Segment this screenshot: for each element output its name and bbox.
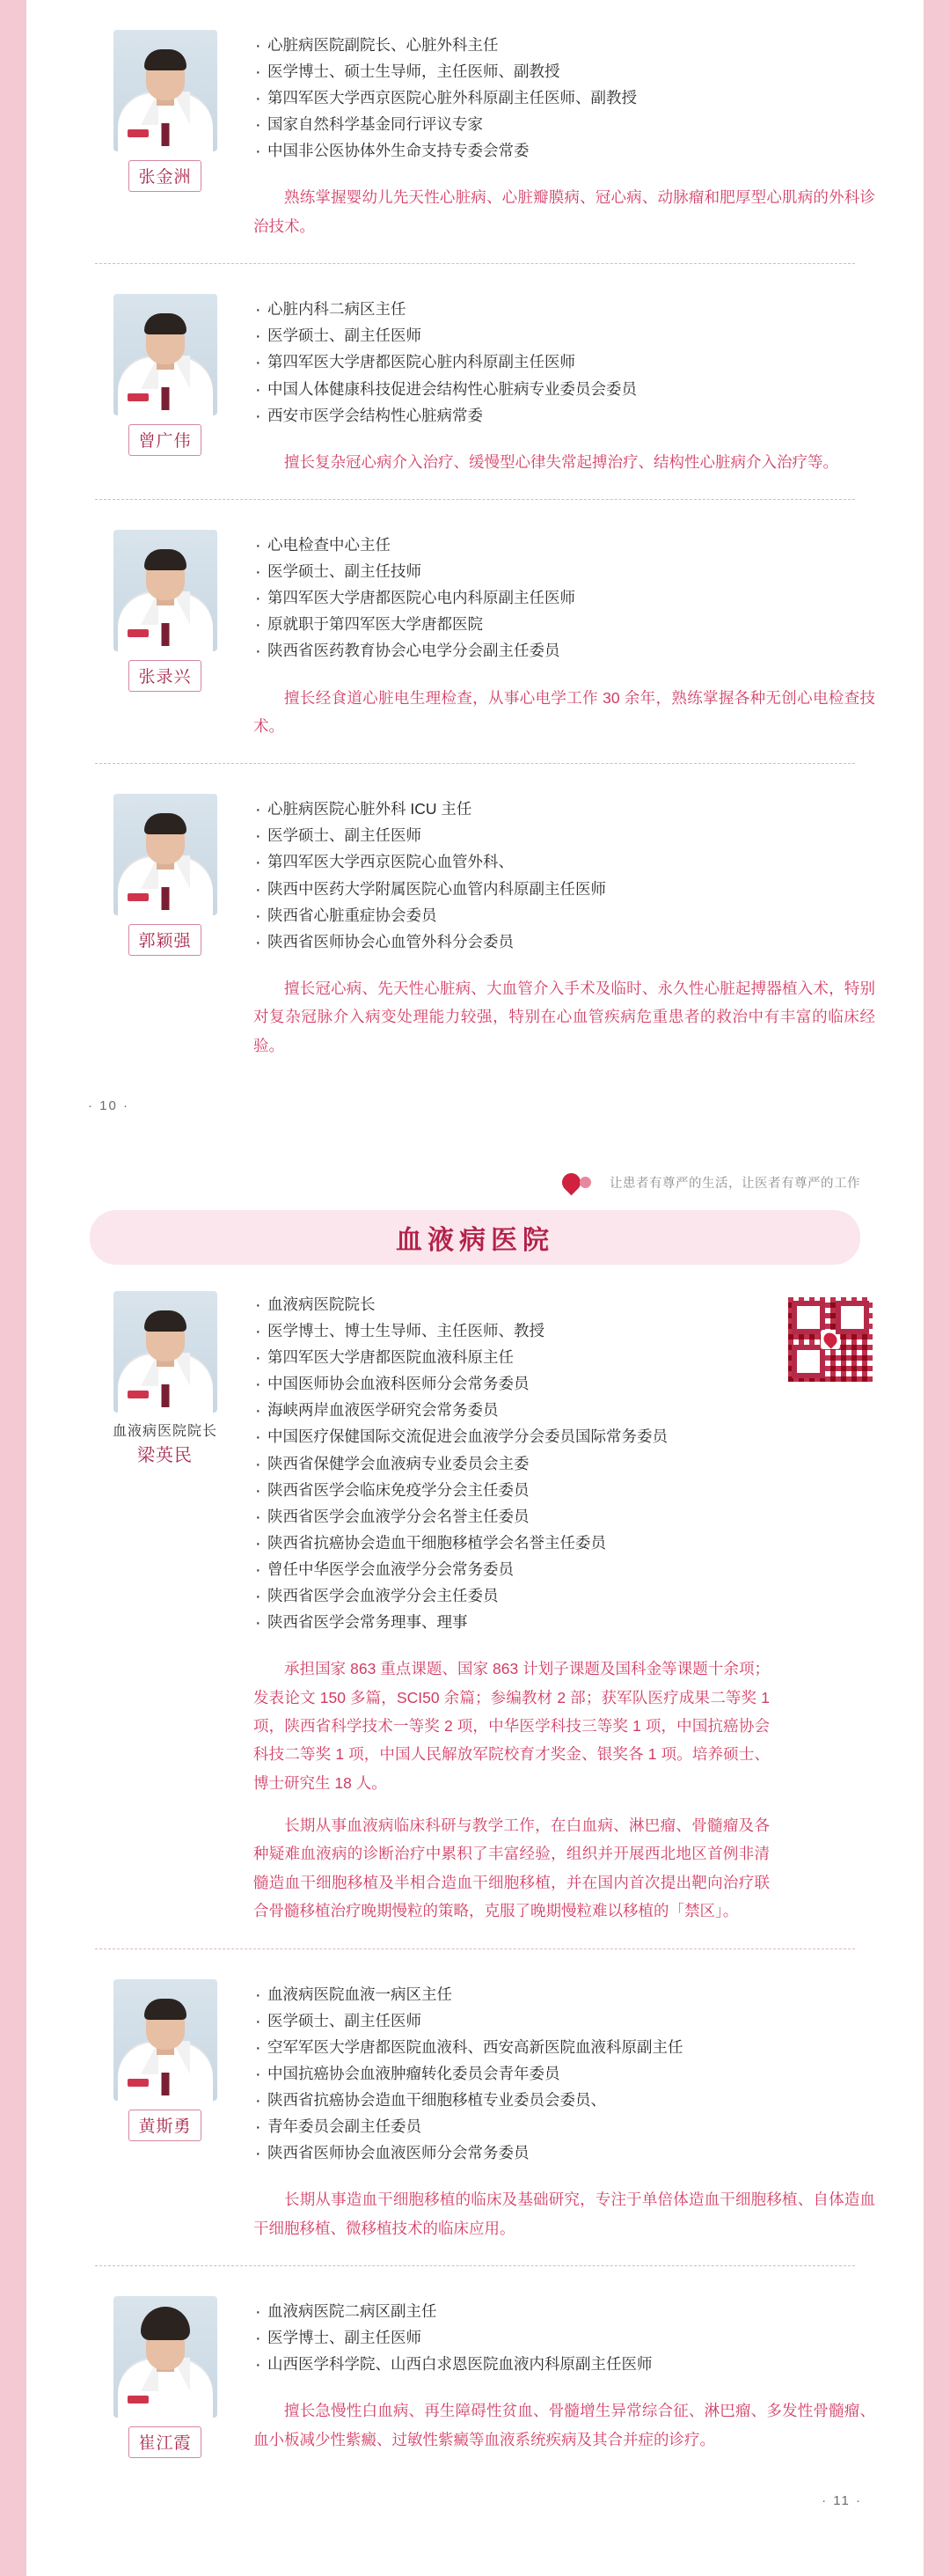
credential-item: · 中国人体健康科技促进会结构性心脏病专业委员会委员 xyxy=(253,376,875,402)
page-edge-left xyxy=(0,0,26,2576)
doctor-portrait xyxy=(113,30,217,151)
qr-code[interactable] xyxy=(786,1295,875,1384)
hospital-logo-icon xyxy=(128,2396,149,2404)
director-photo-column xyxy=(92,1291,238,1469)
credential-item: · 陕西中医药大学附属医院心血管内科原副主任医师 xyxy=(253,876,875,902)
credential-item: · 第四军医大学西京医院心脏外科原副主任医师、副教授 xyxy=(253,84,875,111)
credential-item: · 第四军医大学唐都医院血液科原主任 xyxy=(253,1344,770,1370)
credential-item: · 医学硕士、副主任医师 xyxy=(253,2007,875,2034)
credential-list xyxy=(253,296,875,428)
credential-item: · 心脏病医院心脏外科 ICU 主任 xyxy=(253,796,875,822)
credential-item: · 陕西省医学会常务理事、理事 xyxy=(253,1609,770,1635)
credential-item: · 空军军医大学唐都医院血液科、西安高新医院血液科原副主任 xyxy=(253,2034,875,2060)
hospital-logo-icon xyxy=(128,393,149,401)
hospital-logo-icon xyxy=(128,129,149,137)
director-paragraph: 承担国家 863 重点课题、国家 863 计划子课题及国科金等课题十余项；发表论文 150 多篇，SCI50 余篇；参编教材 2 部；获军队医疗成果二等奖 1 项，陕西省科学技术一等奖 2 项，中华医学科技三等奖 1 项，中国抗癌协会科技二等奖 1 项，中国人民解放军院校育才奖金、银奖各 1 项。培养硕士、博士研究生 18 人。 xyxy=(253,1660,770,1792)
doctor-specialty: 熟练掌握婴幼儿先天性心脏病、心脏瓣膜病、冠心病、动脉瘤和肥厚型心肌病的外科诊治技术。 xyxy=(253,188,875,235)
credential-item: · 原就职于第四军医大学唐都医院 xyxy=(253,611,875,637)
credential-item: · 血液病医院二病区副主任 xyxy=(253,2298,875,2324)
page-edge-right xyxy=(924,0,950,2576)
credential-item: · 陕西省保健学会血液病专业委员会主委 xyxy=(253,1450,770,1477)
doctor-portrait xyxy=(113,530,217,651)
doctor-name: 曾广伟 xyxy=(128,424,201,456)
credential-item: · 中国非公医协体外生命支持专委会常委 xyxy=(253,137,875,164)
credential-item: · 陕西省医学会血液学分会主任委员 xyxy=(253,1582,770,1609)
doctor-details xyxy=(238,294,875,476)
credential-item: · 医学博士、博士生导师、主任医师、教授 xyxy=(253,1317,770,1344)
doctor-photo-column xyxy=(92,530,238,692)
director-paragraph: 长期从事血液病临床科研与教学工作，在白血病、淋巴瘤、骨髓瘤及各种疑难血液病的诊断治疗中累积了丰富经验，组织并开展西北地区首例非清髓造血干细胞移植及半相合造血干细胞移植，并在国内首次提出靶向治疗联合骨髓移植治疗晚期慢粒的策略，克服了晚期慢粒难以移植的「禁区」。 xyxy=(253,1816,770,1920)
doctor-specialty: 长期从事造血干细胞移植的临床及基础研究，专注于单倍体造血干细胞移植、自体造血干细胞移植、微移植技术的临床应用。 xyxy=(253,2191,875,2237)
doctor-photo-column xyxy=(92,794,238,956)
credential-item: · 心电检查中心主任 xyxy=(253,532,875,558)
doctor-entry xyxy=(26,0,924,263)
credential-item: · 第四军医大学西京医院心血管外科、 xyxy=(253,848,875,875)
director-entry xyxy=(26,1265,924,1949)
credential-item: · 中国医疗保健国际交流促进会血液学分会委员国际常务委员 xyxy=(253,1423,770,1449)
credential-item: · 青年委员会副主任委员 xyxy=(253,2113,875,2139)
section-title: 血液病医院 xyxy=(396,1225,554,1255)
credential-list xyxy=(253,2298,875,2377)
doctor-entry xyxy=(26,764,924,1083)
credential-item: · 陕西省医学会血液学分会名誉主任委员 xyxy=(253,1503,770,1530)
doctor-photo-column xyxy=(92,294,238,456)
doctor-entry xyxy=(26,500,924,763)
page-number-right: · 11 · xyxy=(822,2492,862,2508)
brand-header xyxy=(26,1152,924,1194)
credential-list xyxy=(253,1291,770,1635)
doctor-photo-column xyxy=(92,2296,238,2458)
doctor-specialty: 擅长经食道心脏电生理检查，从事心电学工作 30 余年，熟练掌握各种无创心电检查技术。 xyxy=(253,688,875,735)
credential-item: · 曾任中华医学会血液学分会常务委员 xyxy=(253,1556,770,1582)
credential-item: · 陕西省医药教育协会心电学分会副主任委员 xyxy=(253,637,875,664)
credential-item: · 心脏病医院副院长、心脏外科主任 xyxy=(253,32,875,58)
doctor-specialty: 擅长复杂冠心病介入治疗、缓慢型心律失常起搏治疗、结构性心脏病介入治疗等。 xyxy=(284,452,838,471)
doctor-details xyxy=(238,530,875,740)
credential-item: · 西安市医学会结构性心脏病常委 xyxy=(253,402,875,429)
credential-item: · 陕西省心脏重症协会委员 xyxy=(253,902,875,928)
credential-item: · 血液病医院院长 xyxy=(253,1291,770,1317)
credential-item: · 陕西省抗癌协会造血干细胞移植专业委员会委员、 xyxy=(253,2087,875,2113)
credential-item: · 陕西省抗癌协会造血干细胞移植学会名誉主任委员 xyxy=(253,1530,770,1556)
doctor-photo-column xyxy=(92,1979,238,2141)
credential-item: · 医学博士、副主任医师 xyxy=(253,2324,875,2351)
doctor-entry xyxy=(26,264,924,499)
doctor-name: 张录兴 xyxy=(128,660,201,692)
credential-item: · 中国抗癌协会血液肿瘤转化委员会青年委员 xyxy=(253,2060,875,2087)
doctor-entry xyxy=(26,2266,924,2481)
credential-item: · 陕西省医学会临床免疫学分会主任委员 xyxy=(253,1477,770,1503)
doctor-entry xyxy=(26,1949,924,2265)
section-title-banner xyxy=(90,1210,860,1265)
doctor-portrait xyxy=(113,2296,217,2418)
doctor-name: 张金洲 xyxy=(128,160,201,192)
doctor-details xyxy=(238,1979,875,2242)
credential-item: · 心脏内科二病区主任 xyxy=(253,296,875,322)
doctor-name: 郭颖强 xyxy=(128,924,201,956)
doctor-photo-column xyxy=(92,30,238,192)
credential-item: · 医学硕士、副主任医师 xyxy=(253,322,875,349)
director-portrait xyxy=(113,1291,217,1413)
credential-item: · 血液病医院血液一病区主任 xyxy=(253,1981,875,2007)
director-role: 血液病医院院长 xyxy=(112,1423,217,1439)
hospital-logo-icon xyxy=(128,2079,149,2087)
credential-item: · 山西医学科学院、山西白求恩医院血液内科原副主任医师 xyxy=(253,2351,875,2377)
page-content xyxy=(26,0,924,2508)
credential-item: · 陕西省医师协会心血管外科分会委员 xyxy=(253,928,875,955)
doctor-details xyxy=(238,794,875,1060)
credential-list xyxy=(253,1981,875,2167)
doctor-portrait xyxy=(113,294,217,415)
director-details xyxy=(238,1291,875,1926)
doctor-name: 黄斯勇 xyxy=(128,2110,201,2141)
credential-list xyxy=(253,532,875,664)
doctor-name: 崔江霞 xyxy=(128,2426,201,2458)
credential-item: · 医学博士、硕士生导师，主任医师、副教授 xyxy=(253,58,875,84)
blood-drop-icon xyxy=(562,1171,601,1194)
credential-list xyxy=(253,32,875,164)
page-break xyxy=(26,1113,924,1152)
doctor-details xyxy=(238,2296,875,2454)
page-number-left: · 10 · xyxy=(88,1097,130,1113)
director-name: 梁英民 xyxy=(136,1445,193,1465)
credential-item: · 医学硕士、副主任技师 xyxy=(253,558,875,584)
doctor-specialty: 擅长冠心病、先天性心脏病、大血管介入手术及临时、永久性心脏起搏器植入术，特别对复杂冠脉介入病变处理能力较强，特别在心血管疾病危重患者的救治中有丰富的临床经验。 xyxy=(253,979,875,1054)
credential-item: · 陕西省医师协会血液医师分会常务委员 xyxy=(253,2139,875,2166)
doctor-portrait xyxy=(113,794,217,915)
brand-slogan: 让患者有尊严的生活，让医者有尊严的工作 xyxy=(610,1177,860,1192)
hospital-logo-icon xyxy=(128,1391,149,1398)
credential-item: · 医学硕士、副主任医师 xyxy=(253,822,875,848)
doctor-specialty: 擅长急慢性白血病、再生障碍性贫血、骨髓增生异常综合征、淋巴瘤、多发性骨髓瘤、血小板减少性紫癜、过敏性紫癜等血液系统疾病及其合并症的诊疗。 xyxy=(253,2402,875,2448)
hospital-logo-icon xyxy=(128,893,149,901)
credential-item: · 海峡两岸血液医学研究会常务委员 xyxy=(253,1397,770,1423)
hospital-logo-icon xyxy=(128,629,149,637)
credential-list xyxy=(253,796,875,955)
doctor-details xyxy=(238,30,875,240)
director-name-block xyxy=(113,1421,217,1469)
credential-item: · 中国医师协会血液科医师分会常务委员 xyxy=(253,1370,770,1397)
doctor-portrait xyxy=(113,1979,217,2101)
credential-item: · 国家自然科学基金同行评议专家 xyxy=(253,111,875,137)
credential-item: · 第四军医大学唐都医院心脏内科原副主任医师 xyxy=(253,349,875,375)
credential-item: · 第四军医大学唐都医院心电内科原副主任医师 xyxy=(253,584,875,611)
